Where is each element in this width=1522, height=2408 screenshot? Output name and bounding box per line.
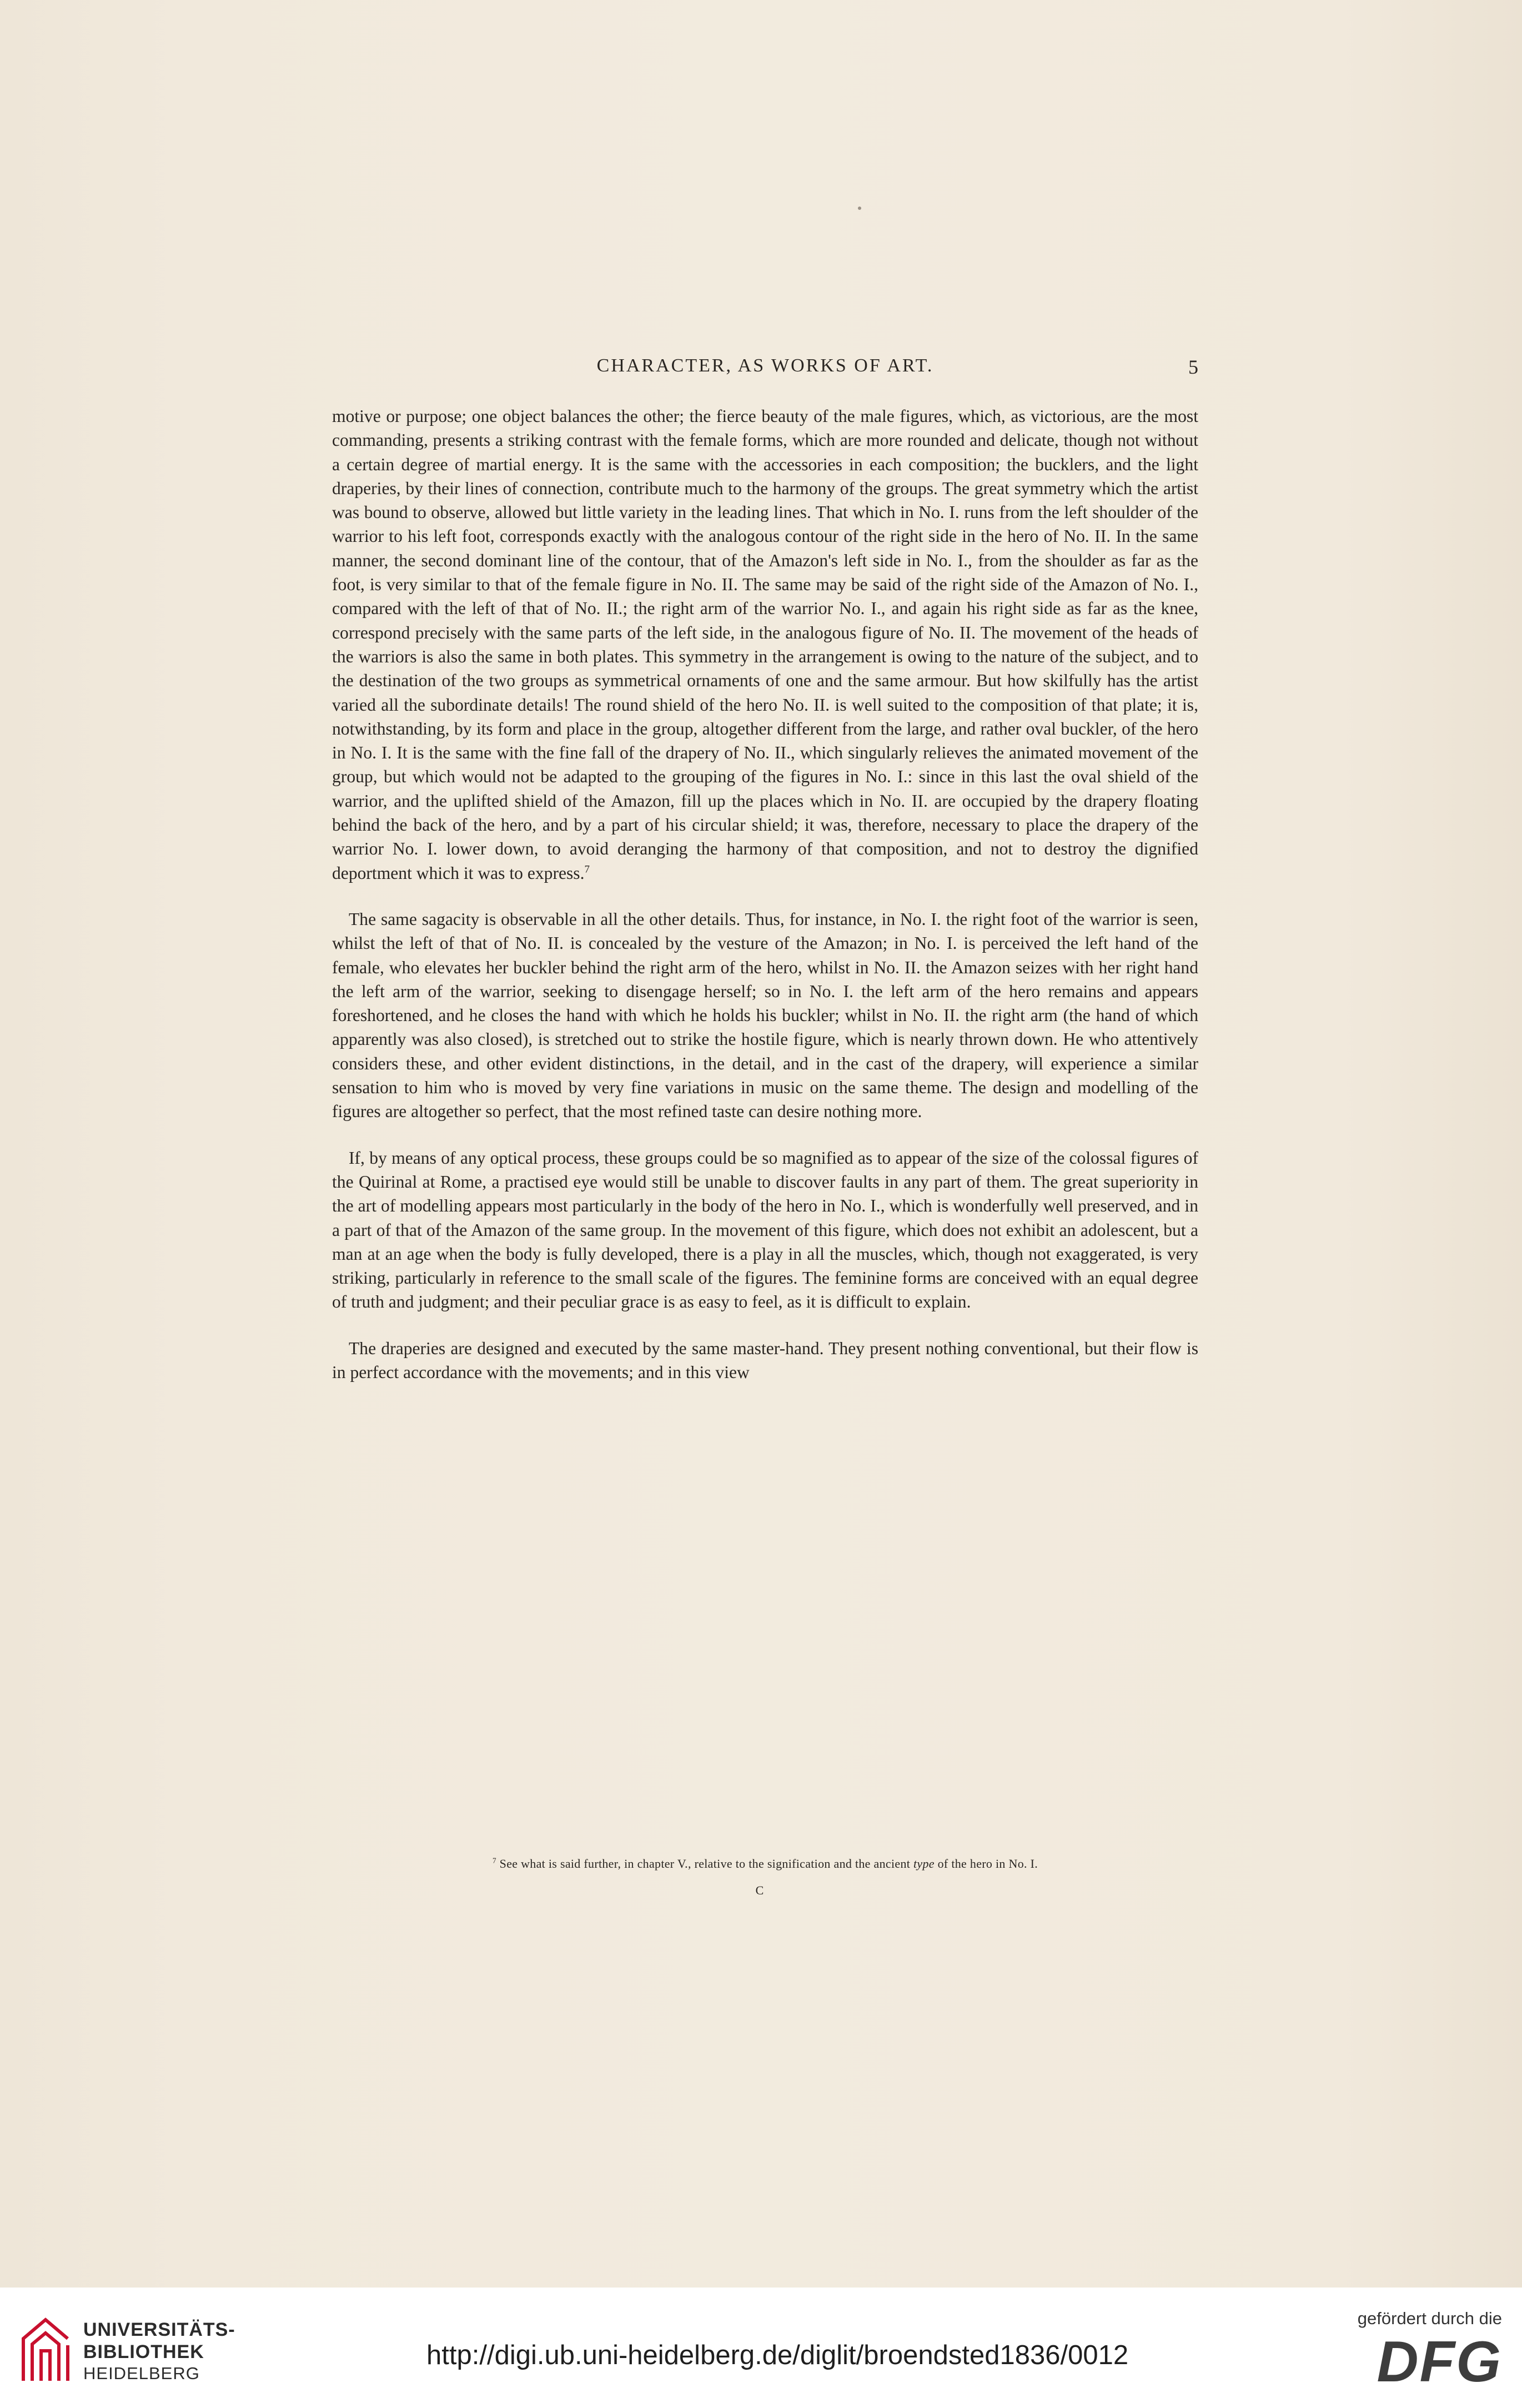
footnote-text-after: of the hero in No. I. xyxy=(934,1857,1038,1871)
running-head xyxy=(332,355,1198,383)
footnote-reference: 7 xyxy=(584,863,590,876)
page-number: 5 xyxy=(1188,356,1198,378)
library-name-line-3: HEIDELBERG xyxy=(83,2364,200,2383)
library-name xyxy=(83,2319,235,2384)
page-speck xyxy=(858,207,861,210)
paragraph-2: The same sagacity is observable in all the other details. Thus, for instance, in No. I. the right foot of the warrior is seen, whilst the left of that of No. II. is concealed by the vesture of the Amazon; in No. I. is perceived the left hand of the female, who elevates her buckler behind the right arm of the hero, whilst in No. II. the Amazon seizes with her right hand the left arm of the warrior, seeking to disengage herself; so in No. I. the left arm of the hero remains and appears foreshortened, and he closes the hand with which he holds his buckler; whilst in No. II. the right arm (the hand of which apparently was also closed), is stretched out to strike the hostile figure, which is nearly thrown down. He who attentively considers these, and other evident distinctions, in the detail, and in the cast of the drapery, will experience a similar sensation to him who is moved by very fine variations in music on the same theme. The design and modelling of the figures are altogether so perfect, that the most refined taste can desire nothing more. xyxy=(332,909,1198,1122)
library-name-line-2: BIBLIOTHEK xyxy=(83,2341,204,2362)
paragraph-3: If, by means of any optical process, these groups could be so magnified as to appear of the size of the colossal figures of the Quirinal at Rome, a practised eye would still be unable to discover faults in any part of them. The great superiority in the art of modelling appears most particularly in the body of the hero in No. I., which is wonderfully well preserved, and in a part of that of the Amazon of the same group. In the movement of this figure, which does not exhibit an adolescent, but a man at an age when the body is fully developed, there is a play in all the muscles, which, though not exaggerated, is very striking, particularly in reference to the small scale of the figures. The feminine forms are conceived with an equal degree of truth and judgment; and their peculiar grace is as easy to feel, as it is difficult to explain. xyxy=(332,1148,1198,1312)
body-text xyxy=(332,404,1198,1406)
running-head-title: CHARACTER, AS WORKS OF ART. xyxy=(596,355,934,376)
footnote-text-before: See what is said further, in chapter V., relative to the signification and the ancient xyxy=(496,1857,913,1871)
university-library-logo[interactable] xyxy=(20,2316,71,2383)
paragraph-4: The draperies are designed and executed by the same master-hand. They present nothing conventional, but their flow is in perfect accordance with the movements; and in this view xyxy=(332,1338,1198,1382)
library-name-line-1: UNIVERSITÄTS- xyxy=(83,2319,235,2340)
permalink-url[interactable]: http://digi.ub.uni-heidelberg.de/diglit/broendsted1836/0012 xyxy=(426,2340,1129,2370)
digitization-footer xyxy=(0,2288,1522,2408)
footnote-number: 7 xyxy=(492,1856,496,1865)
dfg-logo[interactable]: DFG xyxy=(1377,2330,1502,2394)
supported-by-label: gefördert durch die xyxy=(1357,2309,1502,2328)
footnote xyxy=(332,1857,1198,1871)
footnote-text-italic: type xyxy=(913,1857,935,1871)
dfg-funding-block xyxy=(1335,2309,1502,2394)
signature-mark: C xyxy=(755,1883,764,1897)
paragraph-1 xyxy=(332,404,1198,885)
paragraph-1-text: motive or purpose; one object balances the other; the fierce beauty of the male figures, which, as victorious, are the most commanding, presents a striking contrast with the female forms, which are more rounded and delicate, though not without a certain degree of martial energy. It is the same with the accessories in each composition; the bucklers, and the light draperies, by their lines of connection, contribute much to the harmony of the groups. The great symmetry which the artist was bound to observe, allowed but little variety in the leading lines. That which in No. I. runs from the left shoulder of the warrior to his left foot, corresponds exactly with the analogous contour of the right side in the hero of No. II. In the same manner, the second dominant line of the contour, that of the Amazon's left side in No. I., from the shoulder as far as the foot, is very similar to that of the female figure in No. II. The same may be said of the right side of the Amazon of No. I., compared with the left of that of No. II.; the right arm of the warrior No. I., and again his right side as far as the knee, correspond precisely with the same parts of the left side, in the analogous figure of No. II. The movement of the heads of the warriors is also the same in both plates. This symmetry in the arrangement is owing to the nature of the subject, and to the destination of the two groups as symmetrical ornaments of one and the same armour. But how skilfully has the artist varied all the subordinate details! The round shield of the hero No. II. is well suited to the composition of that plate; it is, notwithstanding, by its form and place in the group, altogether different from the large, and rather oval buckler, of the hero in No. I. It is the same with the fine fall of the drapery of No. II., which singularly relieves the animated movement of the group, but which would not be adapted to the grouping of the figures in No. I.: since in this last the oval shield of the warrior, and the uplifted shield of the Amazon, fill up the places which in No. II. are occupied by the drapery floating behind the back of the hero, and by a part of his circular shield; it was, therefore, necessary to place the drapery of the warrior No. I. lower down, to avoid deranging the harmony of that composition, and not to destroy the dignified deportment which it was to express. xyxy=(332,406,1198,883)
